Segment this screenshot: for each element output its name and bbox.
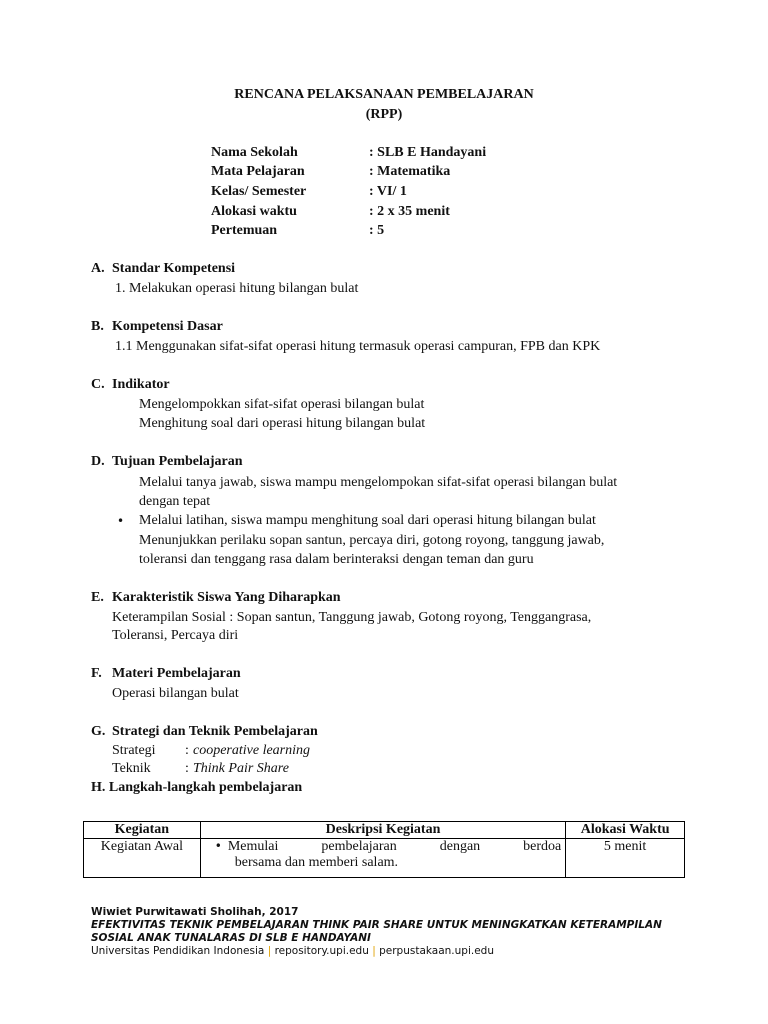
section-heading: Karakteristik Siswa Yang Diharapkan [112,590,341,605]
kegiatan-cell: Kegiatan Awal [84,839,201,878]
footer-separator: | [267,945,272,957]
learning-steps-table [83,821,685,878]
section-letter: A. [91,261,105,276]
footer-author: Wiwiet Purwitawati Sholihah, 2017 [91,906,299,918]
list-item-continuation: dengan tepat [139,494,211,509]
section-heading: Kompetensi Dasar [112,319,223,334]
section-text: Operasi bilangan bulat [112,686,239,701]
technique-value: Think Pair Share [193,761,289,776]
deskripsi-line-continuation: bersama dan memberi salam. [234,855,399,870]
bullet-dot-icon: • [117,514,125,528]
footer-university: Universitas Pendidikan Indonesia [91,945,265,957]
section-letter: D. [91,454,105,469]
word: pembelajaran [321,839,397,854]
section-heading: Strategi dan Teknik Pembelajaran [112,724,318,739]
alokasi-cell: 5 menit [566,839,685,878]
section-heading: Materi Pembelajaran [112,666,241,681]
list-item: Melalui tanya jawab, siswa mampu mengelompokan sifat-sifat operasi bilangan bulat [139,475,618,490]
list-item: Melalui latihan, siswa mampu menghitung soal dari operasi hitung bilangan bulat [139,513,596,528]
list-item: Menunjukkan perilaku sopan santun, percaya diri, gotong royong, tanggung jawab, [139,533,605,548]
column-header: Alokasi Waktu [566,822,685,839]
strategy-separator: : [185,743,189,758]
footer-repository-link[interactable]: repository.upi.edu [274,945,369,957]
bullet-dot-icon: • [214,839,222,853]
identity-value: : VI/ 1 [369,184,407,199]
section-heading: Langkah-langkah pembelajaran [108,780,303,795]
footer-separator: | [372,945,376,957]
section-item: 1.1 Menggunakan sifat-sifat operasi hitung termasuk operasi campuran, FPB dan KPK [115,339,601,354]
column-header: Deskripsi Kegiatan [200,822,565,839]
identity-label: Kelas/ Semester [211,184,307,199]
word: dengan [439,839,481,854]
section-letter: C. [91,377,105,392]
identity-label: Pertemuan [211,223,278,238]
section-letter: H. [91,780,106,795]
document-title: RENCANA PELAKSANAAN PEMBELAJARAN [234,87,534,102]
section-heading: Tujuan Pembelajaran [112,454,243,469]
word: berdoa [523,839,562,854]
section-letter: B. [91,319,104,334]
section-letter: F. [91,666,102,681]
section-heading: Standar Kompetensi [112,261,236,276]
section-letter: E. [91,590,104,605]
list-item: Mengelompokkan sifat-sifat operasi bilangan bulat [139,397,425,412]
list-item: Menghitung soal dari operasi hitung bilangan bulat [139,416,426,431]
footer-title: EFEKTIVITAS TEKNIK PEMBELAJARAN THINK PAIR SHARE UNTUK MENINGKATKAN KETERAMPILAN [91,919,662,931]
section-heading: Indikator [112,377,170,392]
technique-label: Teknik [112,761,151,776]
strategy-label: Strategi [112,743,156,758]
list-item-continuation: toleransi dan tenggang rasa dalam berinteraksi dengan teman dan guru [139,552,534,567]
identity-value: : 2 x 35 menit [369,204,450,219]
section-heading-h [91,780,302,796]
column-header: Kegiatan [84,822,201,839]
deskripsi-cell [200,839,565,878]
section-letter: G. [91,724,106,739]
identity-label: Mata Pelajaran [211,164,305,179]
table-row [84,839,685,878]
identity-value: : Matematika [369,164,451,179]
identity-value: : 5 [369,223,385,238]
technique-separator: : [185,761,189,776]
identity-label: Alokasi waktu [211,204,297,219]
footer-title-continuation: SOSIAL ANAK TUNALARAS DI SLB E HANDAYANI [91,932,371,944]
section-text: Keterampilan Sosial : Sopan santun, Tanggung jawab, Gotong royong, Tenggangrasa, [112,610,592,625]
strategy-value: cooperative learning [193,743,311,758]
word: Memulai [227,839,279,854]
identity-label: Nama Sekolah [211,145,298,160]
section-text: Toleransi, Percaya diri [112,628,239,643]
deskripsi-line [215,839,561,855]
table-header-row [84,822,685,839]
section-item: 1. Melakukan operasi hitung bilangan bulat [115,281,359,296]
document-subtitle: (RPP) [365,107,403,122]
deskripsi-first-word [215,839,279,855]
identity-value: : SLB E Handayani [369,145,487,160]
footer-links [91,945,494,957]
footer-library-link[interactable]: perpustakaan.upi.edu [379,945,495,957]
